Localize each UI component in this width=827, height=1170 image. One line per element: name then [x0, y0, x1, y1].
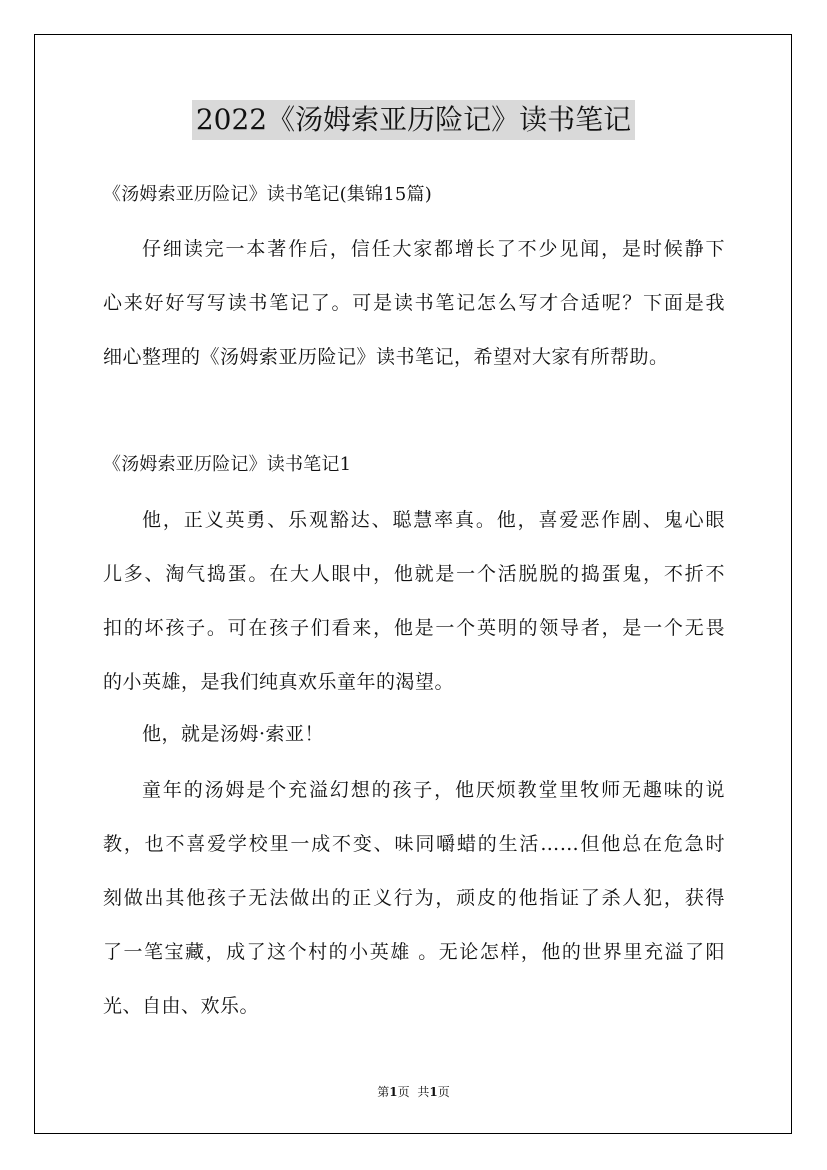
paragraph3-line-4: 了一笔宝藏，成了这个村的小英雄 。无论怎样，他的世界里充溢了阳	[103, 941, 725, 963]
page-number: 1	[389, 1085, 398, 1099]
paragraph1-line-1: 他，正义英勇、乐观豁达、聪慧率真。他，喜爱恶作剧、鬼心眼	[142, 509, 725, 531]
page-suffix: 页	[397, 1085, 410, 1099]
document-title: 2022《汤姆索亚历险记》读书笔记	[192, 100, 635, 140]
paragraph3-line-5: 光、自由、欢乐。	[103, 995, 260, 1017]
intro-line-2: 心来好好写写读书笔记了。可是读书笔记怎么写才合适呢？下面是我	[103, 292, 725, 314]
paragraph3-line-2: 教，也不喜爱学校里一成不变、味同嚼蜡的生活……但他总在危急时	[103, 833, 725, 855]
total-prefix: 共	[417, 1085, 430, 1099]
paragraph1-line-4: 的小英雄，是我们纯真欢乐童年的渴望。	[103, 671, 455, 693]
paragraph2: 他，就是汤姆·索亚！	[142, 723, 325, 745]
section-heading: 《汤姆索亚历险记》读书笔记1	[103, 454, 352, 475]
intro-line-3: 细心整理的《汤姆索亚历险记》读书笔记，希望对大家有所帮助。	[103, 346, 669, 368]
page-prefix: 第	[377, 1085, 390, 1099]
total-suffix: 页	[437, 1085, 450, 1099]
paragraph3-line-1: 童年的汤姆是个充溢幻想的孩子，他厌烦教堂里牧师无趣味的说	[142, 779, 725, 801]
total-pages: 1	[429, 1085, 438, 1099]
page-footer	[0, 1084, 827, 1100]
paragraph3-line-3: 刻做出其他孩子无法做出的正义行为，顽皮的他指证了杀人犯，获得	[103, 887, 725, 909]
intro-line-1: 仔细读完一本著作后，信任大家都增长了不少见闻，是时候静下	[142, 238, 725, 260]
document-subtitle: 《汤姆索亚历险记》读书笔记(集锦15篇)	[103, 184, 432, 205]
title-container	[0, 100, 827, 140]
paragraph1-line-2: 儿多、淘气捣蛋。在大人眼中，他就是一个活脱脱的捣蛋鬼，不折不	[103, 563, 725, 585]
paragraph1-line-3: 扣的坏孩子。可在孩子们看来，他是一个英明的领导者，是一个无畏	[103, 617, 725, 639]
